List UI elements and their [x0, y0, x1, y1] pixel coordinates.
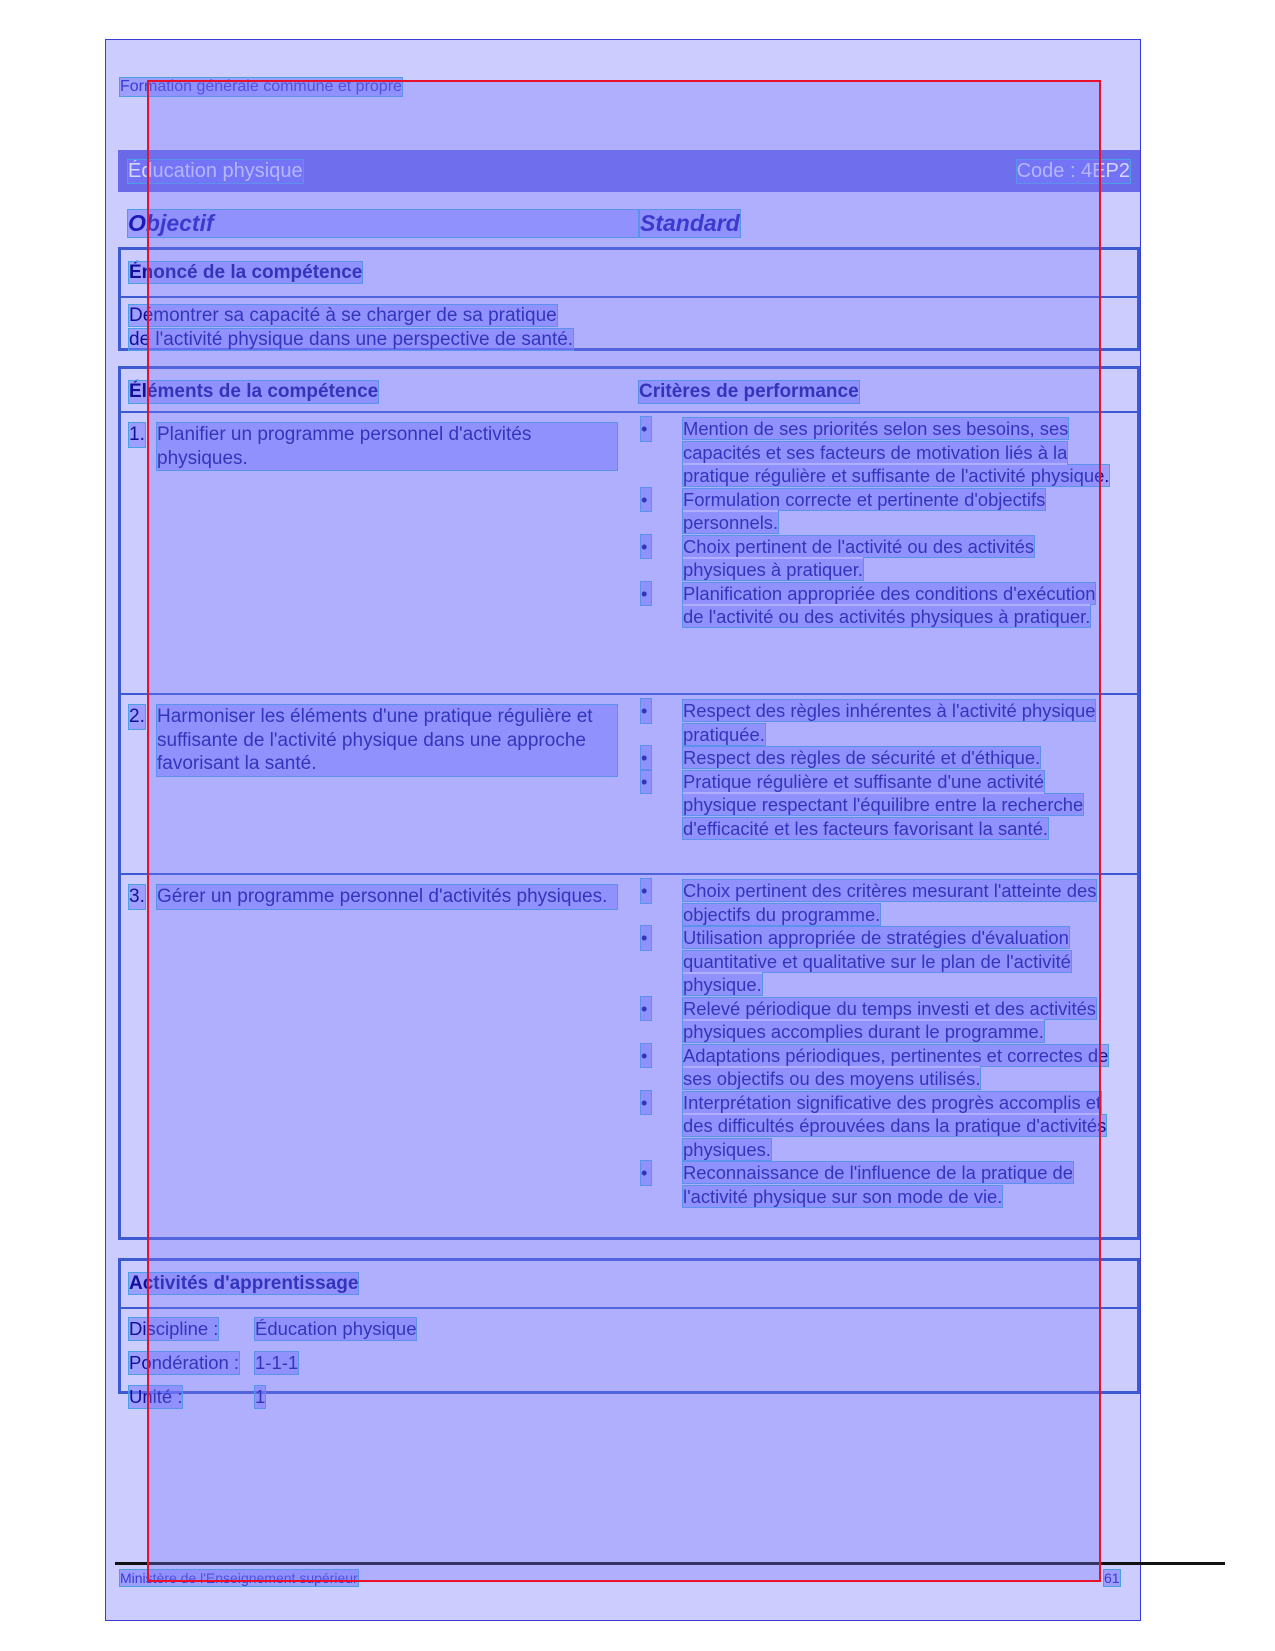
competence-statement-line1: Démontrer sa capacité à se charger de sa pratique	[129, 305, 557, 326]
criterion-item	[639, 1044, 1119, 1091]
bullet-icon: •	[641, 997, 651, 1021]
discipline-label: Discipline :	[129, 1318, 219, 1339]
unite-row	[121, 1383, 1137, 1411]
criteria-list	[639, 699, 1119, 840]
criterion-item	[639, 770, 1119, 841]
criterion-text: Respect des règles inhérentes à l'activité physique pratiquée.	[683, 700, 1096, 745]
criteria-list	[639, 417, 1119, 629]
activities-heading	[121, 1261, 1137, 1309]
activities-box	[118, 1258, 1140, 1407]
bullet-icon: •	[641, 770, 651, 794]
element-description: Harmoniser les éléments d'une pratique régulière et suffisante de l'activité physique dans une approche favorisant la santé.	[157, 705, 617, 776]
bullet-icon: •	[641, 699, 651, 723]
competence-heading	[121, 250, 1137, 298]
bullet-icon: •	[641, 926, 651, 950]
criterion-text: Relevé périodique du temps investi et des activités physiques accomplies durant le programme.	[683, 997, 1096, 1042]
element-row	[121, 413, 1137, 693]
criterion-item	[639, 417, 1119, 488]
criterion-text: Planification appropriée des conditions d'exécution de l'activité ou des activités physiques à pratiquer.	[683, 582, 1096, 627]
criteria-list	[639, 879, 1119, 1208]
criterion-item	[639, 926, 1119, 997]
bullet-icon: •	[641, 1044, 651, 1068]
discipline-row	[121, 1315, 1137, 1343]
page-number: 61	[1104, 1570, 1120, 1586]
criterion-text: Utilisation appropriée de stratégies d'évaluation quantitative et qualitative sur le plan de l'activité physique.	[683, 927, 1071, 995]
competence-statement	[121, 298, 1137, 357]
criterion-text: Reconnaissance de l'influence de la pratique de l'activité physique sur son mode de vie.	[683, 1162, 1073, 1207]
criterion-item	[639, 997, 1119, 1044]
bullet-icon: •	[641, 746, 651, 770]
criterion-item	[639, 746, 1119, 770]
criterion-item	[639, 582, 1119, 629]
criterion-text: Choix pertinent des critères mesurant l'atteinte des objectifs du programme.	[683, 880, 1097, 925]
bullet-icon: •	[641, 1161, 651, 1185]
criterion-text: Respect des règles de sécurité et d'éthique.	[683, 747, 1041, 768]
activities-heading-text: Activités d'apprentissage	[129, 1273, 359, 1294]
criterion-text: Adaptations périodiques, pertinentes et correctes de ses objectifs ou des moyens utilisés.	[683, 1044, 1109, 1089]
footer-ministry: Ministère de l'Enseignement supérieur	[120, 1570, 358, 1586]
ponderation-value: 1-1-1	[255, 1352, 299, 1373]
criterion-item	[639, 535, 1119, 582]
bullet-icon: •	[641, 535, 651, 559]
footer-rule	[115, 1562, 1225, 1565]
elements-heading: Éléments de la compétence	[129, 381, 379, 402]
element-number: 1.	[129, 424, 145, 445]
bullet-icon: •	[641, 879, 651, 903]
criteria-heading: Critères de performance	[639, 381, 859, 402]
competence-heading-text: Énoncé de la compétence	[129, 262, 363, 283]
criterion-text: Pratique régulière et suffisante d'une activité physique respectant l'équilibre entre la recherche d'efficacité et les facteurs favorisant la santé.	[683, 770, 1084, 839]
ponderation-label: Pondération :	[129, 1352, 240, 1373]
element-row	[121, 873, 1137, 1263]
course-code: Code : 4EP2	[1016, 159, 1130, 182]
elements-header-row	[121, 369, 1137, 413]
discipline-title: Éducation physique	[128, 159, 303, 182]
criterion-text: Interprétation significative des progrès accomplis et des difficultés éprouvées dans la pratique d'activités physiques.	[683, 1091, 1107, 1160]
top-note: Formation générale commune et propre	[120, 78, 402, 95]
bullet-icon: •	[641, 1091, 651, 1115]
criterion-item	[639, 488, 1119, 535]
criterion-item	[639, 879, 1119, 926]
bullet-icon: •	[641, 417, 651, 441]
element-description: Gérer un programme personnel d'activités physiques.	[157, 885, 617, 909]
criterion-item	[639, 1091, 1119, 1162]
discipline-value: Éducation physique	[255, 1318, 417, 1339]
bullet-icon: •	[641, 582, 651, 606]
criterion-item	[639, 699, 1119, 746]
criterion-text: Mention de ses priorités selon ses besoins, ses capacités et ses facteurs de motivation liés à la pratique régulière et suffisante de l'activité physique.	[683, 418, 1110, 486]
unite-label: Unité :	[129, 1386, 183, 1407]
competence-box	[118, 247, 1140, 351]
title-bar	[118, 150, 1140, 192]
objectif-label: Objectif	[128, 210, 638, 237]
elements-section	[118, 366, 1140, 1240]
competence-statement-line2: de l'activité physique dans une perspective de santé.	[129, 328, 574, 350]
element-number: 3.	[129, 886, 145, 907]
criterion-text: Formulation correcte et pertinente d'objectifs personnels.	[683, 488, 1046, 533]
standard-label: Standard	[640, 210, 740, 236]
criterion-item	[639, 1161, 1119, 1208]
ponderation-row	[121, 1349, 1137, 1377]
element-number: 2.	[129, 706, 145, 727]
criterion-text: Choix pertinent de l'activité ou des activités physiques à pratiquer.	[683, 535, 1035, 580]
bullet-icon: •	[641, 488, 651, 512]
element-row	[121, 693, 1137, 873]
element-description: Planifier un programme personnel d'activités physiques.	[157, 423, 617, 470]
unite-value: 1	[255, 1386, 266, 1407]
